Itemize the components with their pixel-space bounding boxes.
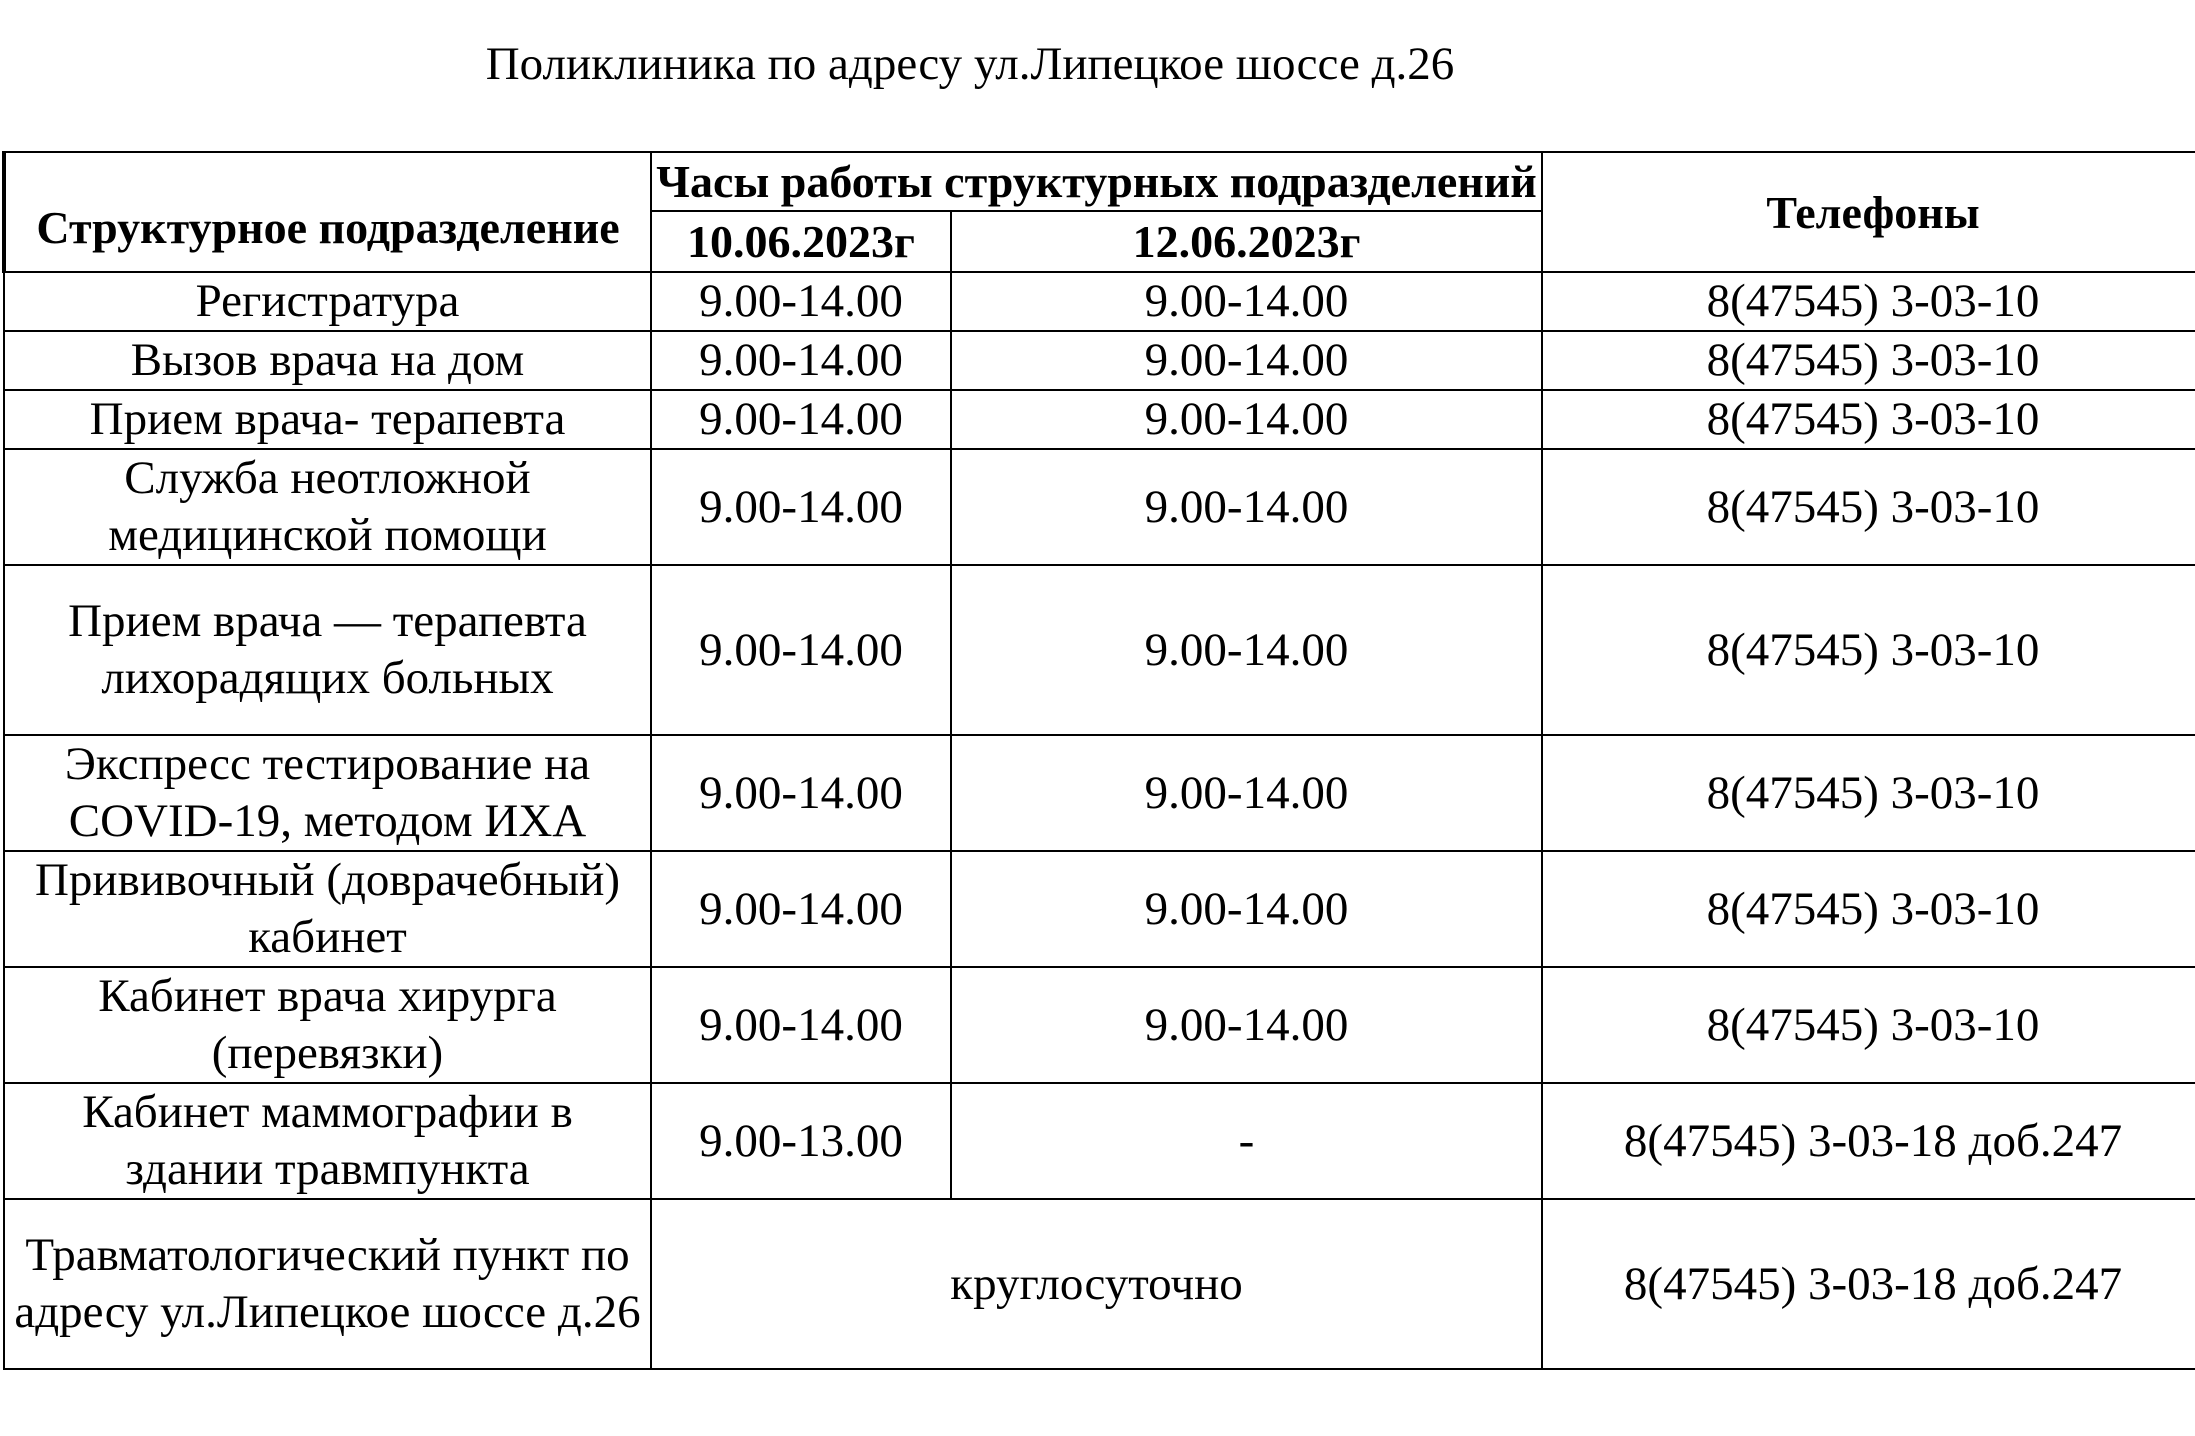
hours-date2-cell: 9.00-14.00 (951, 735, 1542, 851)
hours-date2-cell: - (951, 1083, 1542, 1199)
table-row (4, 967, 2195, 1083)
unit-cell: Экспресс тестирование на COVID-19, методом ИХА (4, 735, 651, 851)
table-row (4, 851, 2195, 967)
hours-date2-cell: 9.00-14.00 (951, 967, 1542, 1083)
unit-cell: Прививочный (доврачебный) кабинет (4, 851, 651, 967)
hours-date2-cell: 9.00-14.00 (951, 449, 1542, 565)
hours-date1-cell: 9.00-14.00 (651, 565, 951, 735)
header-hours: Часы работы структурных подразделений (651, 152, 1542, 211)
phone-cell: 8(47545) 3-03-10 (1542, 390, 2195, 449)
table-row (4, 565, 2195, 735)
hours-date1-cell: 9.00-14.00 (651, 735, 951, 851)
unit-cell: Регистратура (4, 272, 651, 331)
phone-cell: 8(47545) 3-03-18 доб.247 (1542, 1199, 2195, 1369)
unit-cell: Прием врача- терапевта (4, 390, 651, 449)
header-date-2: 12.06.2023г (951, 211, 1542, 272)
phone-cell: 8(47545) 3-03-10 (1542, 967, 2195, 1083)
unit-cell: Вызов врача на дом (4, 331, 651, 390)
table-row (4, 1083, 2195, 1199)
hours-date1-cell: 9.00-14.00 (651, 449, 951, 565)
phone-cell: 8(47545) 3-03-10 (1542, 331, 2195, 390)
hours-date1-cell: 9.00-14.00 (651, 272, 951, 331)
schedule-table (2, 151, 2195, 1370)
hours-date2-cell: 9.00-14.00 (951, 851, 1542, 967)
table-row (4, 272, 2195, 331)
phone-cell: 8(47545) 3-03-10 (1542, 851, 2195, 967)
unit-cell: Служба неотложной медицинской помощи (4, 449, 651, 565)
hours-date1-cell: 9.00-14.00 (651, 851, 951, 967)
phone-cell: 8(47545) 3-03-10 (1542, 565, 2195, 735)
hours-merged-cell: круглосуточно (651, 1199, 1542, 1369)
table-row (4, 390, 2195, 449)
unit-cell: Кабинет маммографии в здании травмпункта (4, 1083, 651, 1199)
hours-date1-cell: 9.00-14.00 (651, 390, 951, 449)
hours-date2-cell: 9.00-14.00 (951, 331, 1542, 390)
header-date-1: 10.06.2023г (651, 211, 951, 272)
table-row (4, 449, 2195, 565)
phone-cell: 8(47545) 3-03-10 (1542, 735, 2195, 851)
table-row (4, 331, 2195, 390)
phone-cell: 8(47545) 3-03-18 доб.247 (1542, 1083, 2195, 1199)
hours-date2-cell: 9.00-14.00 (951, 390, 1542, 449)
table-row (4, 1199, 2195, 1369)
phone-cell: 8(47545) 3-03-10 (1542, 449, 2195, 565)
table-row (4, 735, 2195, 851)
hours-date1-cell: 9.00-13.00 (651, 1083, 951, 1199)
hours-date2-cell: 9.00-14.00 (951, 565, 1542, 735)
header-row (4, 152, 2195, 211)
hours-date1-cell: 9.00-14.00 (651, 331, 951, 390)
unit-cell: Травматологический пункт по адресу ул.Липецкое шоссе д.26 (4, 1199, 651, 1369)
hours-date2-cell: 9.00-14.00 (951, 272, 1542, 331)
page-title: Поликлиника по адресу ул.Липецкое шоссе д.26 (485, 38, 1455, 90)
header-unit: Структурное подразделение (4, 152, 651, 272)
unit-cell: Прием врача — терапевта лихорадящих больных (4, 565, 651, 735)
unit-cell: Кабинет врача хирурга (перевязки) (4, 967, 651, 1083)
header-phones: Телефоны (1542, 152, 2195, 272)
phone-cell: 8(47545) 3-03-10 (1542, 272, 2195, 331)
hours-date1-cell: 9.00-14.00 (651, 967, 951, 1083)
